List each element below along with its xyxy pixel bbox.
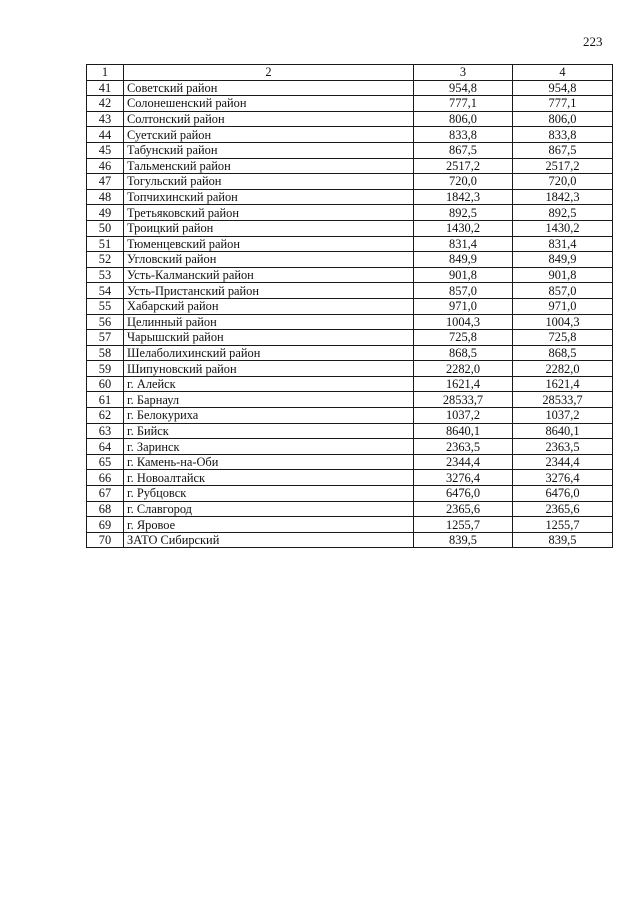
value-col-3: 971,0 xyxy=(414,298,513,314)
table-body xyxy=(87,80,613,548)
table-row xyxy=(87,283,613,299)
table-row xyxy=(87,501,613,517)
row-number: 63 xyxy=(87,423,124,439)
district-name: г. Бийск xyxy=(124,423,414,439)
value-col-3: 1255,7 xyxy=(414,517,513,533)
table-row xyxy=(87,314,613,330)
district-name: г. Барнаул xyxy=(124,392,414,408)
table-row xyxy=(87,267,613,283)
value-col-3: 833,8 xyxy=(414,127,513,143)
column-header-3: 3 xyxy=(414,65,513,81)
table-row xyxy=(87,408,613,424)
table-row xyxy=(87,454,613,470)
column-header-2: 2 xyxy=(124,65,414,81)
district-name: Угловский район xyxy=(124,252,414,268)
value-col-4: 971,0 xyxy=(513,298,613,314)
table-row xyxy=(87,361,613,377)
district-name: г. Заринск xyxy=(124,439,414,455)
value-col-3: 1621,4 xyxy=(414,376,513,392)
value-col-4: 6476,0 xyxy=(513,486,613,502)
value-col-3: 2363,5 xyxy=(414,439,513,455)
value-col-4: 28533,7 xyxy=(513,392,613,408)
value-col-3: 777,1 xyxy=(414,96,513,112)
district-name: Солонешенский район xyxy=(124,96,414,112)
value-col-4: 777,1 xyxy=(513,96,613,112)
table-row xyxy=(87,439,613,455)
table-row xyxy=(87,252,613,268)
value-col-4: 954,8 xyxy=(513,80,613,96)
district-name: Чарышский район xyxy=(124,330,414,346)
row-number: 55 xyxy=(87,298,124,314)
table-row xyxy=(87,423,613,439)
row-number: 60 xyxy=(87,376,124,392)
table-row xyxy=(87,532,613,548)
table-row xyxy=(87,392,613,408)
district-name: Суетский район xyxy=(124,127,414,143)
table-row xyxy=(87,345,613,361)
district-name: г. Славгород xyxy=(124,501,414,517)
value-col-4: 892,5 xyxy=(513,205,613,221)
column-header-4: 4 xyxy=(513,65,613,81)
value-col-3: 857,0 xyxy=(414,283,513,299)
row-number: 61 xyxy=(87,392,124,408)
district-name: Табунский район xyxy=(124,142,414,158)
value-col-4: 720,0 xyxy=(513,174,613,190)
value-col-4: 839,5 xyxy=(513,532,613,548)
value-col-4: 806,0 xyxy=(513,111,613,127)
value-col-3: 8640,1 xyxy=(414,423,513,439)
value-col-3: 839,5 xyxy=(414,532,513,548)
table-row xyxy=(87,127,613,143)
value-col-3: 806,0 xyxy=(414,111,513,127)
column-header-1: 1 xyxy=(87,65,124,81)
value-col-4: 2282,0 xyxy=(513,361,613,377)
row-number: 49 xyxy=(87,205,124,221)
district-name: Усть-Калманский район xyxy=(124,267,414,283)
district-name: Тюменцевский район xyxy=(124,236,414,252)
row-number: 47 xyxy=(87,174,124,190)
district-name: Усть-Пристанский район xyxy=(124,283,414,299)
value-col-4: 901,8 xyxy=(513,267,613,283)
row-number: 51 xyxy=(87,236,124,252)
district-name: Шелаболихинский район xyxy=(124,345,414,361)
row-number: 56 xyxy=(87,314,124,330)
district-name: г. Рубцовск xyxy=(124,486,414,502)
row-number: 46 xyxy=(87,158,124,174)
value-col-4: 1037,2 xyxy=(513,408,613,424)
district-name: Целинный район xyxy=(124,314,414,330)
district-name: г. Новоалтайск xyxy=(124,470,414,486)
table-row xyxy=(87,298,613,314)
value-col-4: 1255,7 xyxy=(513,517,613,533)
value-col-3: 901,8 xyxy=(414,267,513,283)
row-number: 57 xyxy=(87,330,124,346)
table-row xyxy=(87,517,613,533)
table-row xyxy=(87,470,613,486)
value-col-4: 2363,5 xyxy=(513,439,613,455)
district-name: г. Яровое xyxy=(124,517,414,533)
value-col-3: 2365,6 xyxy=(414,501,513,517)
row-number: 41 xyxy=(87,80,124,96)
row-number: 65 xyxy=(87,454,124,470)
table-row xyxy=(87,205,613,221)
value-col-4: 8640,1 xyxy=(513,423,613,439)
district-name: Тогульский район xyxy=(124,174,414,190)
row-number: 67 xyxy=(87,486,124,502)
row-number: 58 xyxy=(87,345,124,361)
value-col-3: 725,8 xyxy=(414,330,513,346)
page-number: 223 xyxy=(583,34,603,49)
value-col-3: 2282,0 xyxy=(414,361,513,377)
value-col-4: 2365,6 xyxy=(513,501,613,517)
value-col-4: 725,8 xyxy=(513,330,613,346)
value-col-3: 867,5 xyxy=(414,142,513,158)
row-number: 68 xyxy=(87,501,124,517)
district-name: г. Камень-на-Оби xyxy=(124,454,414,470)
table-row xyxy=(87,236,613,252)
table-row xyxy=(87,142,613,158)
district-name: г. Белокуриха xyxy=(124,408,414,424)
district-name: Хабарский район xyxy=(124,298,414,314)
value-col-4: 831,4 xyxy=(513,236,613,252)
value-col-3: 1430,2 xyxy=(414,220,513,236)
value-col-3: 831,4 xyxy=(414,236,513,252)
value-col-4: 1621,4 xyxy=(513,376,613,392)
row-number: 50 xyxy=(87,220,124,236)
table-row xyxy=(87,486,613,502)
row-number: 42 xyxy=(87,96,124,112)
district-name: Солтонский район xyxy=(124,111,414,127)
district-name: Троицкий район xyxy=(124,220,414,236)
row-number: 66 xyxy=(87,470,124,486)
value-col-3: 6476,0 xyxy=(414,486,513,502)
row-number: 54 xyxy=(87,283,124,299)
value-col-3: 2344,4 xyxy=(414,454,513,470)
value-col-4: 857,0 xyxy=(513,283,613,299)
value-col-3: 1004,3 xyxy=(414,314,513,330)
value-col-4: 868,5 xyxy=(513,345,613,361)
value-col-3: 1037,2 xyxy=(414,408,513,424)
row-number: 43 xyxy=(87,111,124,127)
value-col-4: 1842,3 xyxy=(513,189,613,205)
value-col-3: 954,8 xyxy=(414,80,513,96)
row-number: 52 xyxy=(87,252,124,268)
data-table xyxy=(86,64,613,548)
district-name: Третьяковский район xyxy=(124,205,414,221)
row-number: 59 xyxy=(87,361,124,377)
table-row xyxy=(87,111,613,127)
district-name: г. Алейск xyxy=(124,376,414,392)
row-number: 45 xyxy=(87,142,124,158)
row-number: 44 xyxy=(87,127,124,143)
row-number: 64 xyxy=(87,439,124,455)
row-number: 53 xyxy=(87,267,124,283)
table-row xyxy=(87,96,613,112)
value-col-3: 849,9 xyxy=(414,252,513,268)
district-name: ЗАТО Сибирский xyxy=(124,532,414,548)
value-col-4: 1430,2 xyxy=(513,220,613,236)
table-row xyxy=(87,174,613,190)
row-number: 48 xyxy=(87,189,124,205)
value-col-3: 3276,4 xyxy=(414,470,513,486)
table-row xyxy=(87,189,613,205)
table-header-row xyxy=(87,65,613,81)
value-col-3: 720,0 xyxy=(414,174,513,190)
value-col-3: 1842,3 xyxy=(414,189,513,205)
value-col-4: 1004,3 xyxy=(513,314,613,330)
table-row xyxy=(87,330,613,346)
value-col-3: 2517,2 xyxy=(414,158,513,174)
value-col-4: 3276,4 xyxy=(513,470,613,486)
district-name: Шипуновский район xyxy=(124,361,414,377)
value-col-4: 2517,2 xyxy=(513,158,613,174)
value-col-4: 867,5 xyxy=(513,142,613,158)
district-name: Топчихинский район xyxy=(124,189,414,205)
table-row xyxy=(87,220,613,236)
table-row xyxy=(87,376,613,392)
value-col-4: 849,9 xyxy=(513,252,613,268)
value-col-4: 2344,4 xyxy=(513,454,613,470)
value-col-3: 868,5 xyxy=(414,345,513,361)
row-number: 62 xyxy=(87,408,124,424)
table-row xyxy=(87,158,613,174)
table-row xyxy=(87,80,613,96)
value-col-4: 833,8 xyxy=(513,127,613,143)
district-name: Советский район xyxy=(124,80,414,96)
row-number: 70 xyxy=(87,532,124,548)
value-col-3: 892,5 xyxy=(414,205,513,221)
district-name: Тальменский район xyxy=(124,158,414,174)
value-col-3: 28533,7 xyxy=(414,392,513,408)
row-number: 69 xyxy=(87,517,124,533)
